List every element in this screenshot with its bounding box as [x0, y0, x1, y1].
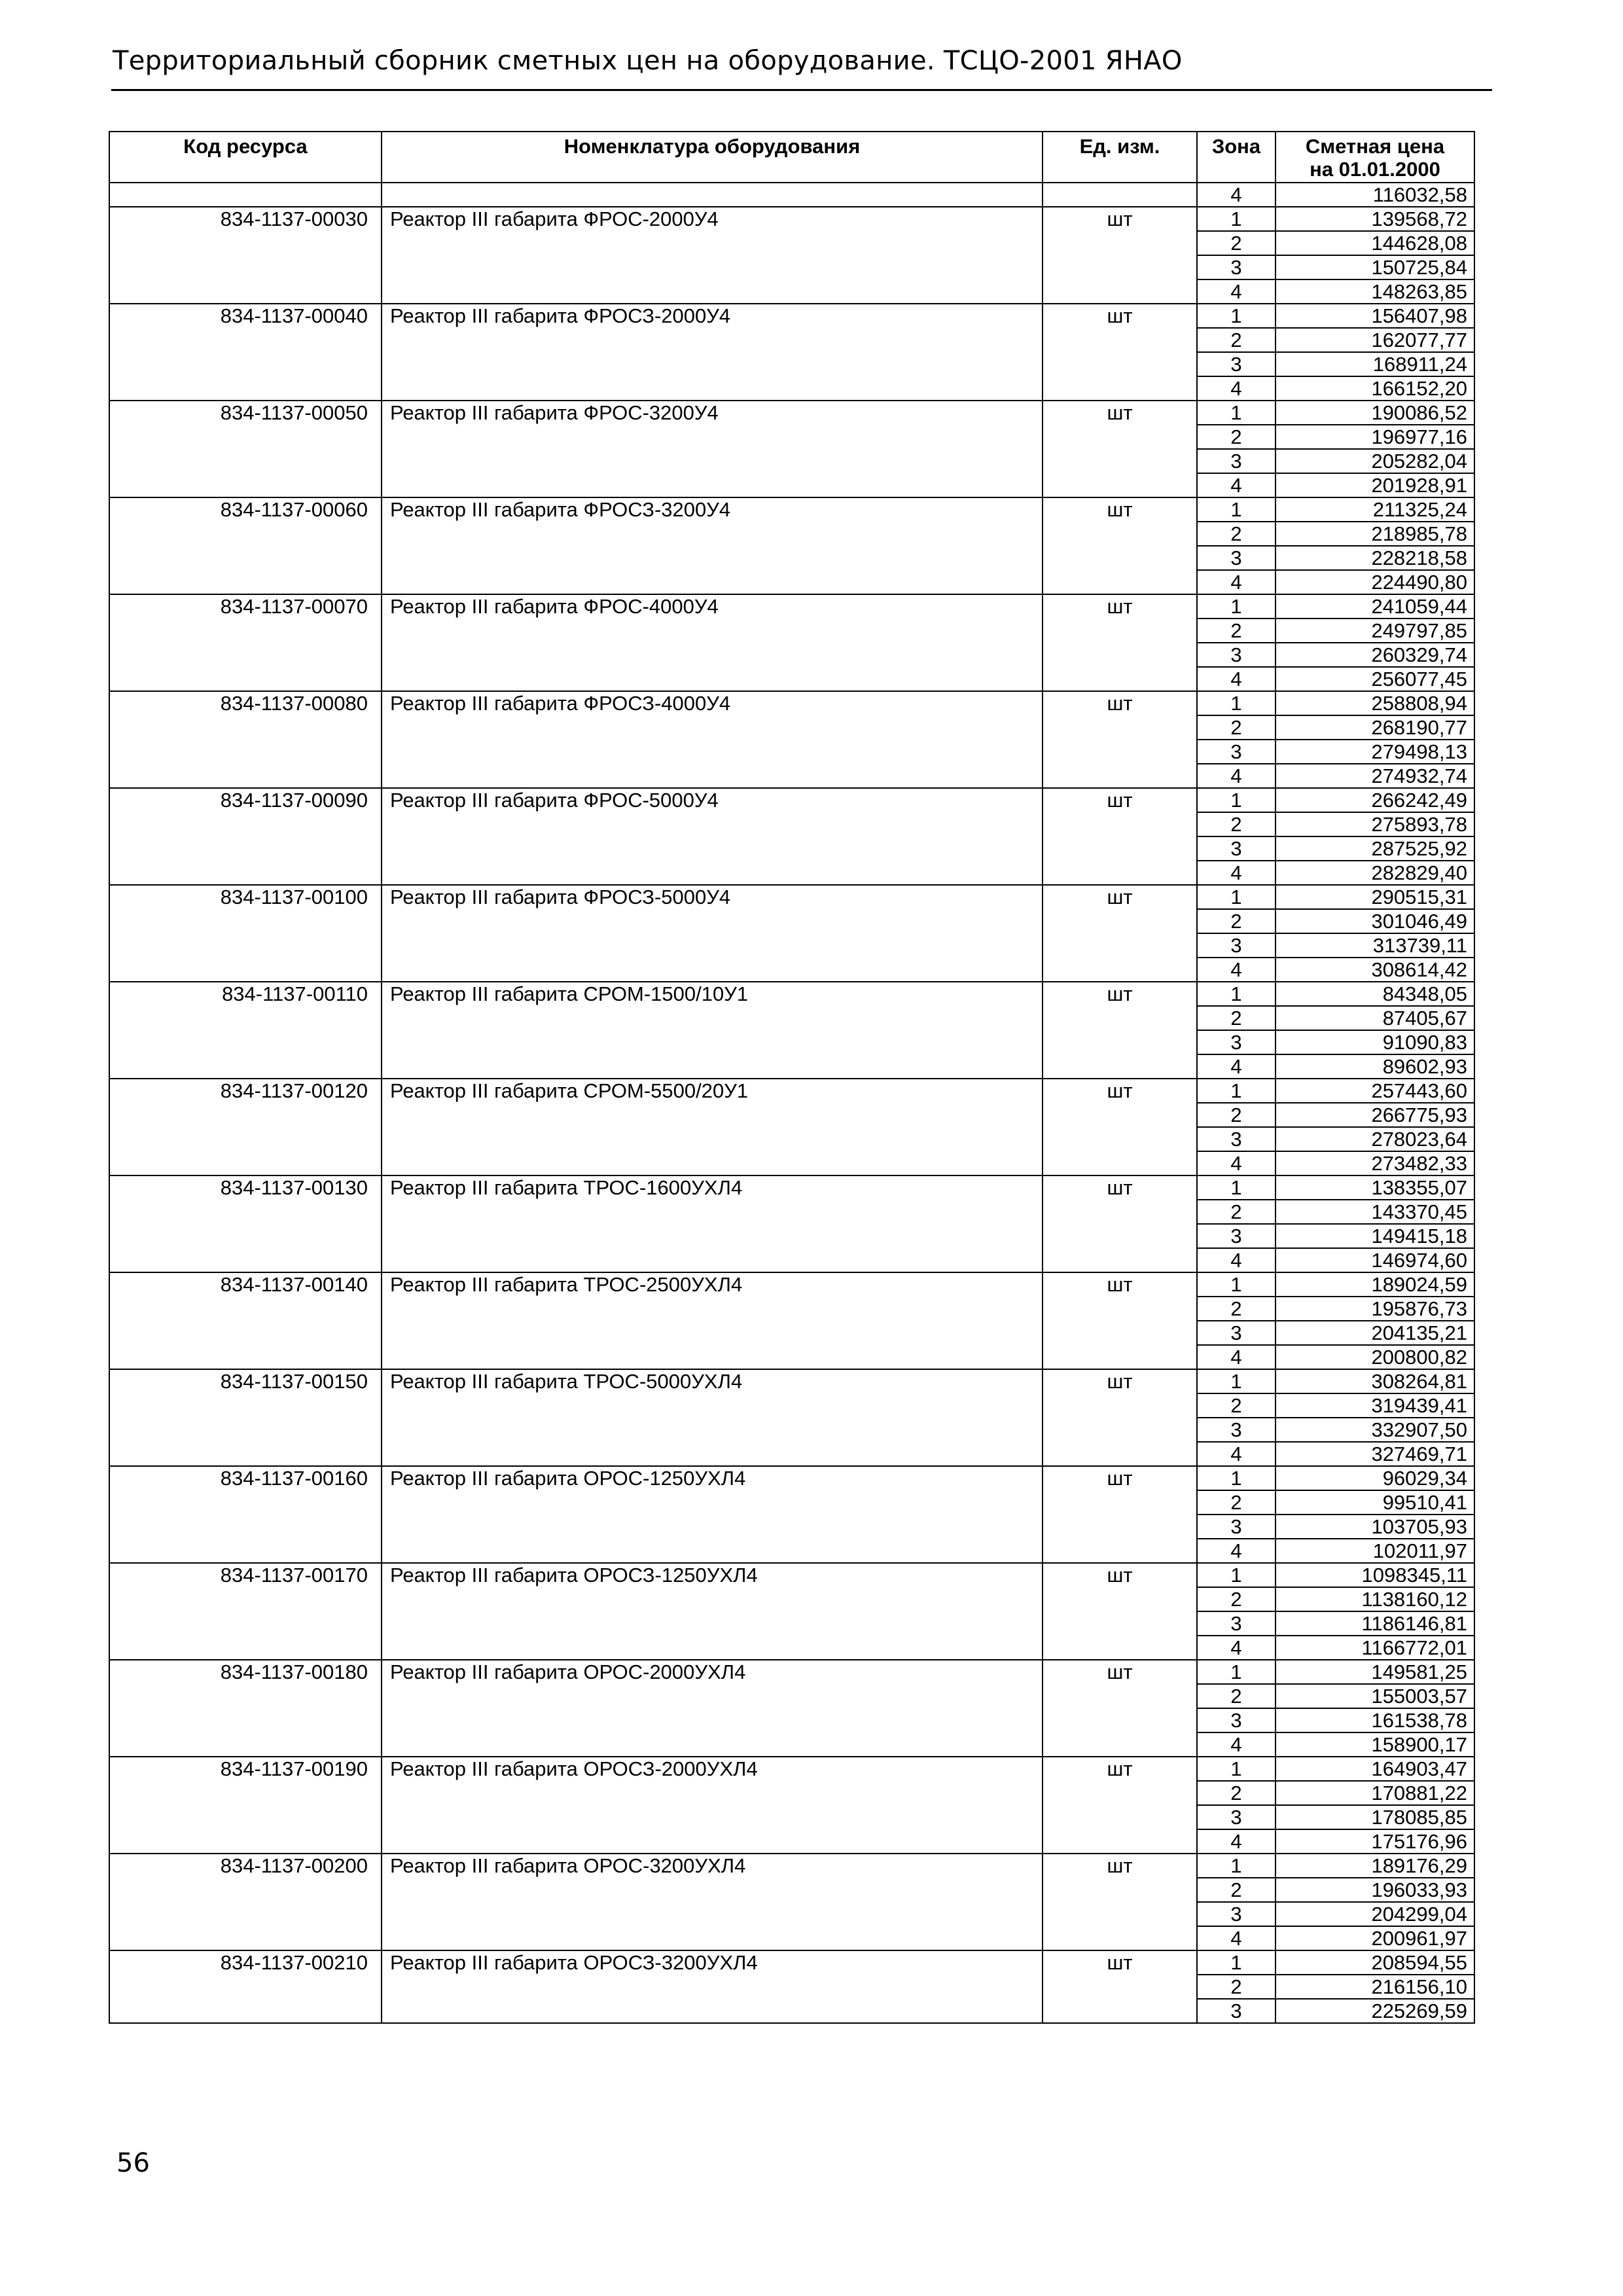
price-cell: 287525,92 — [1275, 836, 1474, 861]
zone-cell: 4 — [1197, 1539, 1275, 1563]
unit-cell: шт — [1043, 1079, 1197, 1175]
table-row — [109, 1175, 1474, 1200]
price-cell: 103705,93 — [1275, 1515, 1474, 1539]
price-cell: 228218,58 — [1275, 546, 1474, 570]
equipment-name-cell: Реактор III габарита ФРОСЗ-5000У4 — [382, 885, 1043, 982]
resource-code-cell: 834-1137-00190 — [109, 1757, 382, 1854]
zone-cell: 3 — [1197, 449, 1275, 473]
column-header-price-line1: Сметная цена — [1305, 135, 1445, 158]
page-title: Территориальный сборник сметных цен на оборудование. ТСЦО-2001 ЯНАО — [113, 46, 1183, 76]
resource-code-cell: 834-1137-00070 — [109, 594, 382, 691]
unit-cell: шт — [1043, 401, 1197, 497]
resource-code-cell: 834-1137-00180 — [109, 1660, 382, 1757]
price-cell: 327469,71 — [1275, 1442, 1474, 1466]
equipment-name-cell: Реактор III габарита ТРОС-1600УХЛ4 — [382, 1175, 1043, 1272]
price-cell: 216156,10 — [1275, 1975, 1474, 1999]
price-cell: 158900,17 — [1275, 1732, 1474, 1757]
equipment-name-cell: Реактор III габарита СРОМ-5500/20У1 — [382, 1079, 1043, 1175]
price-cell: 256077,45 — [1275, 667, 1474, 691]
zone-cell: 3 — [1197, 546, 1275, 570]
zone-cell: 4 — [1197, 1636, 1275, 1660]
zone-cell: 4 — [1197, 279, 1275, 304]
zone-cell: 3 — [1197, 1611, 1275, 1636]
equipment-name-cell: Реактор III габарита ОРОСЗ-3200УХЛ4 — [382, 1950, 1043, 2023]
unit-cell: шт — [1043, 1854, 1197, 1950]
zone-cell: 3 — [1197, 1418, 1275, 1442]
price-cell: 266242,49 — [1275, 788, 1474, 812]
equipment-name-cell: Реактор III габарита ОРОС-1250УХЛ4 — [382, 1466, 1043, 1563]
price-cell: 170881,22 — [1275, 1781, 1474, 1805]
column-header-price — [1275, 132, 1474, 183]
zone-cell: 1 — [1197, 982, 1275, 1006]
price-cell: 313739,11 — [1275, 933, 1474, 958]
zone-cell: 2 — [1197, 231, 1275, 255]
price-cell: 290515,31 — [1275, 885, 1474, 909]
zone-cell: 4 — [1197, 376, 1275, 401]
unit-cell: шт — [1043, 691, 1197, 788]
price-cell: 189176,29 — [1275, 1854, 1474, 1878]
unit-cell: шт — [1043, 1757, 1197, 1854]
price-cell: 144628,08 — [1275, 231, 1474, 255]
equipment-name-cell: Реактор III габарита ФРОСЗ-3200У4 — [382, 497, 1043, 594]
resource-code-cell: 834-1137-00130 — [109, 1175, 382, 1272]
resource-code-cell: 834-1137-00210 — [109, 1950, 382, 2023]
table-row — [109, 207, 1474, 231]
unit-cell: шт — [1043, 788, 1197, 885]
resource-code-cell: 834-1137-00050 — [109, 401, 382, 497]
zone-cell: 1 — [1197, 1466, 1275, 1490]
price-cell: 150725,84 — [1275, 255, 1474, 279]
price-cell: 258808,94 — [1275, 691, 1474, 715]
column-header-code: Код ресурса — [109, 132, 382, 183]
resource-code-cell: 834-1137-00060 — [109, 497, 382, 594]
table-row — [109, 1079, 1474, 1103]
price-cell: 224490,80 — [1275, 570, 1474, 594]
table-body — [109, 183, 1474, 2023]
equipment-name-cell: Реактор III габарита ОРОСЗ-1250УХЛ4 — [382, 1563, 1043, 1660]
zone-cell: 2 — [1197, 328, 1275, 352]
table-row — [109, 885, 1474, 909]
zone-cell: 4 — [1197, 1732, 1275, 1757]
table-row — [109, 1854, 1474, 1878]
zone-cell: 4 — [1197, 764, 1275, 788]
price-cell: 155003,57 — [1275, 1684, 1474, 1708]
column-header-unit: Ед. изм. — [1043, 132, 1197, 183]
column-header-zone: Зона — [1197, 132, 1275, 183]
unit-cell: шт — [1043, 1272, 1197, 1369]
zone-cell: 1 — [1197, 1854, 1275, 1878]
equipment-name-cell: Реактор III габарита ФРОС-3200У4 — [382, 401, 1043, 497]
price-cell: 200800,82 — [1275, 1345, 1474, 1369]
table-row — [109, 1272, 1474, 1297]
price-cell: 84348,05 — [1275, 982, 1474, 1006]
price-cell: 1166772,01 — [1275, 1636, 1474, 1660]
price-cell: 143370,45 — [1275, 1200, 1474, 1224]
table-row — [109, 401, 1474, 425]
price-cell: 301046,49 — [1275, 909, 1474, 933]
price-cell: 190086,52 — [1275, 401, 1474, 425]
table-row — [109, 1563, 1474, 1587]
price-cell: 91090,83 — [1275, 1030, 1474, 1054]
zone-cell: 3 — [1197, 1030, 1275, 1054]
price-cell: 211325,24 — [1275, 497, 1474, 522]
table-row — [109, 1757, 1474, 1781]
zone-cell: 2 — [1197, 1006, 1275, 1030]
zone-cell: 3 — [1197, 1902, 1275, 1926]
table-row — [109, 1369, 1474, 1393]
equipment-name-cell: Реактор III габарита ТРОС-5000УХЛ4 — [382, 1369, 1043, 1466]
unit-cell: шт — [1043, 594, 1197, 691]
header-divider — [111, 89, 1492, 91]
table-row — [109, 304, 1474, 328]
resource-code-cell: 834-1137-00160 — [109, 1466, 382, 1563]
zone-cell: 1 — [1197, 1950, 1275, 1975]
equipment-name-cell: Реактор III габарита ОРОС-3200УХЛ4 — [382, 1854, 1043, 1950]
zone-cell: 1 — [1197, 1272, 1275, 1297]
page-number: 56 — [116, 2148, 150, 2178]
price-cell: 168911,24 — [1275, 352, 1474, 376]
zone-cell: 1 — [1197, 788, 1275, 812]
table-row — [109, 1950, 1474, 1975]
price-cell: 164903,47 — [1275, 1757, 1474, 1781]
zone-cell: 3 — [1197, 1321, 1275, 1345]
zone-cell: 1 — [1197, 497, 1275, 522]
zone-cell: 1 — [1197, 304, 1275, 328]
price-cell: 149581,25 — [1275, 1660, 1474, 1684]
zone-cell: 1 — [1197, 1369, 1275, 1393]
table-row — [109, 1466, 1474, 1490]
price-cell: 278023,64 — [1275, 1127, 1474, 1151]
equipment-name-cell: Реактор III габарита ФРОС-4000У4 — [382, 594, 1043, 691]
zone-cell: 2 — [1197, 909, 1275, 933]
zone-cell: 2 — [1197, 1393, 1275, 1418]
unit-cell: шт — [1043, 1369, 1197, 1466]
resource-code-cell: 834-1137-00030 — [109, 207, 382, 304]
zone-cell: 4 — [1197, 667, 1275, 691]
zone-cell: 4 — [1197, 1926, 1275, 1950]
price-cell: 196033,93 — [1275, 1878, 1474, 1902]
zone-cell: 1 — [1197, 691, 1275, 715]
zone-cell: 2 — [1197, 1103, 1275, 1127]
zone-cell: 4 — [1197, 1829, 1275, 1854]
unit-cell: шт — [1043, 1950, 1197, 2023]
table-row — [109, 982, 1474, 1006]
price-cell: 166152,20 — [1275, 376, 1474, 401]
price-cell: 102011,97 — [1275, 1539, 1474, 1563]
zone-cell: 3 — [1197, 1805, 1275, 1829]
zone-cell: 4 — [1197, 1345, 1275, 1369]
equipment-name-cell: Реактор III габарита ФРОС-5000У4 — [382, 788, 1043, 885]
zone-cell: 2 — [1197, 812, 1275, 836]
zone-cell: 2 — [1197, 715, 1275, 740]
price-cell: 282829,40 — [1275, 861, 1474, 885]
price-cell: 218985,78 — [1275, 522, 1474, 546]
price-cell: 1098345,11 — [1275, 1563, 1474, 1587]
zone-cell: 1 — [1197, 1757, 1275, 1781]
price-cell: 241059,44 — [1275, 594, 1474, 619]
table-row — [109, 1660, 1474, 1684]
price-cell: 257443,60 — [1275, 1079, 1474, 1103]
price-cell: 275893,78 — [1275, 812, 1474, 836]
zone-cell: 4 — [1197, 183, 1275, 207]
price-cell: 332907,50 — [1275, 1418, 1474, 1442]
price-cell: 87405,67 — [1275, 1006, 1474, 1030]
continuation-row — [109, 183, 1474, 207]
unit-cell: шт — [1043, 1175, 1197, 1272]
equipment-name-cell: Реактор III габарита ФРОС-2000У4 — [382, 207, 1043, 304]
zone-cell: 3 — [1197, 933, 1275, 958]
resource-code-cell: 834-1137-00120 — [109, 1079, 382, 1175]
zone-cell: 2 — [1197, 1975, 1275, 1999]
zone-cell: 2 — [1197, 1684, 1275, 1708]
price-cell: 200961,97 — [1275, 1926, 1474, 1950]
zone-cell: 4 — [1197, 570, 1275, 594]
unit-cell: шт — [1043, 982, 1197, 1079]
price-cell: 204299,04 — [1275, 1902, 1474, 1926]
zone-cell: 3 — [1197, 1708, 1275, 1732]
price-table — [109, 131, 1475, 2024]
unit-cell: шт — [1043, 1563, 1197, 1660]
price-cell: 149415,18 — [1275, 1224, 1474, 1248]
zone-cell: 2 — [1197, 1587, 1275, 1611]
price-cell: 273482,33 — [1275, 1151, 1474, 1175]
price-cell: 146974,60 — [1275, 1248, 1474, 1272]
price-cell: 266775,93 — [1275, 1103, 1474, 1127]
price-cell: 89602,93 — [1275, 1054, 1474, 1079]
resource-code-cell: 834-1137-00090 — [109, 788, 382, 885]
price-cell: 96029,34 — [1275, 1466, 1474, 1490]
zone-cell: 4 — [1197, 473, 1275, 497]
zone-cell: 1 — [1197, 401, 1275, 425]
zone-cell: 1 — [1197, 594, 1275, 619]
resource-code-cell: 834-1137-00170 — [109, 1563, 382, 1660]
zone-cell: 3 — [1197, 1224, 1275, 1248]
continuation-name-cell — [382, 183, 1043, 207]
unit-cell: шт — [1043, 885, 1197, 982]
zone-cell: 3 — [1197, 255, 1275, 279]
zone-cell: 2 — [1197, 1200, 1275, 1224]
equipment-name-cell: Реактор III габарита ФРОСЗ-4000У4 — [382, 691, 1043, 788]
unit-cell: шт — [1043, 207, 1197, 304]
price-cell: 225269,59 — [1275, 1999, 1474, 2023]
resource-code-cell: 834-1137-00150 — [109, 1369, 382, 1466]
zone-cell: 4 — [1197, 1248, 1275, 1272]
price-cell: 268190,77 — [1275, 715, 1474, 740]
zone-cell: 2 — [1197, 425, 1275, 449]
table-row — [109, 691, 1474, 715]
price-cell: 260329,74 — [1275, 643, 1474, 667]
zone-cell: 2 — [1197, 1878, 1275, 1902]
price-cell: 204135,21 — [1275, 1321, 1474, 1345]
price-cell: 162077,77 — [1275, 328, 1474, 352]
resource-code-cell: 834-1137-00100 — [109, 885, 382, 982]
column-header-price-line2: на 01.01.2000 — [1310, 158, 1440, 181]
zone-cell: 4 — [1197, 958, 1275, 982]
price-cell: 175176,96 — [1275, 1829, 1474, 1854]
price-cell: 138355,07 — [1275, 1175, 1474, 1200]
zone-cell: 3 — [1197, 836, 1275, 861]
price-cell: 189024,59 — [1275, 1272, 1474, 1297]
price-cell: 178085,85 — [1275, 1805, 1474, 1829]
zone-cell: 1 — [1197, 1660, 1275, 1684]
resource-code-cell: 834-1137-00140 — [109, 1272, 382, 1369]
zone-cell: 4 — [1197, 1151, 1275, 1175]
zone-cell: 3 — [1197, 1999, 1275, 2023]
price-cell: 308264,81 — [1275, 1369, 1474, 1393]
price-cell: 308614,42 — [1275, 958, 1474, 982]
zone-cell: 3 — [1197, 643, 1275, 667]
unit-cell: шт — [1043, 304, 1197, 401]
price-cell: 148263,85 — [1275, 279, 1474, 304]
price-cell: 116032,58 — [1275, 183, 1474, 207]
unit-cell: шт — [1043, 1660, 1197, 1757]
resource-code-cell: 834-1137-00200 — [109, 1854, 382, 1950]
zone-cell: 1 — [1197, 1079, 1275, 1103]
column-header-name: Номенклатура оборудования — [382, 132, 1043, 183]
price-cell: 205282,04 — [1275, 449, 1474, 473]
price-cell: 319439,41 — [1275, 1393, 1474, 1418]
price-cell: 201928,91 — [1275, 473, 1474, 497]
zone-cell: 3 — [1197, 1127, 1275, 1151]
zone-cell: 1 — [1197, 1175, 1275, 1200]
table-row — [109, 788, 1474, 812]
equipment-name-cell: Реактор III габарита СРОМ-1500/10У1 — [382, 982, 1043, 1079]
zone-cell: 4 — [1197, 1054, 1275, 1079]
zone-cell: 3 — [1197, 352, 1275, 376]
equipment-name-cell: Реактор III габарита ФРОСЗ-2000У4 — [382, 304, 1043, 401]
price-cell: 161538,78 — [1275, 1708, 1474, 1732]
price-cell: 1186146,81 — [1275, 1611, 1474, 1636]
price-cell: 195876,73 — [1275, 1297, 1474, 1321]
table-row — [109, 497, 1474, 522]
price-cell: 196977,16 — [1275, 425, 1474, 449]
price-cell: 274932,74 — [1275, 764, 1474, 788]
table-header-row — [109, 132, 1474, 183]
unit-cell: шт — [1043, 1466, 1197, 1563]
zone-cell: 2 — [1197, 522, 1275, 546]
price-cell: 1138160,12 — [1275, 1587, 1474, 1611]
zone-cell: 3 — [1197, 740, 1275, 764]
price-cell: 208594,55 — [1275, 1950, 1474, 1975]
zone-cell: 2 — [1197, 1781, 1275, 1805]
table-row — [109, 594, 1474, 619]
continuation-unit-cell — [1043, 183, 1197, 207]
unit-cell: шт — [1043, 497, 1197, 594]
continuation-code-cell — [109, 183, 382, 207]
price-cell: 249797,85 — [1275, 619, 1474, 643]
equipment-name-cell: Реактор III габарита ТРОС-2500УХЛ4 — [382, 1272, 1043, 1369]
resource-code-cell: 834-1137-00040 — [109, 304, 382, 401]
zone-cell: 2 — [1197, 619, 1275, 643]
zone-cell: 4 — [1197, 1442, 1275, 1466]
price-cell: 156407,98 — [1275, 304, 1474, 328]
equipment-name-cell: Реактор III габарита ОРОСЗ-2000УХЛ4 — [382, 1757, 1043, 1854]
zone-cell: 2 — [1197, 1297, 1275, 1321]
equipment-name-cell: Реактор III габарита ОРОС-2000УХЛ4 — [382, 1660, 1043, 1757]
resource-code-cell: 834-1137-00110 — [109, 982, 382, 1079]
zone-cell: 3 — [1197, 1515, 1275, 1539]
zone-cell: 1 — [1197, 885, 1275, 909]
price-cell: 99510,41 — [1275, 1490, 1474, 1515]
zone-cell: 1 — [1197, 207, 1275, 231]
zone-cell: 2 — [1197, 1490, 1275, 1515]
price-cell: 139568,72 — [1275, 207, 1474, 231]
zone-cell: 4 — [1197, 861, 1275, 885]
zone-cell: 1 — [1197, 1563, 1275, 1587]
price-cell: 279498,13 — [1275, 740, 1474, 764]
resource-code-cell: 834-1137-00080 — [109, 691, 382, 788]
